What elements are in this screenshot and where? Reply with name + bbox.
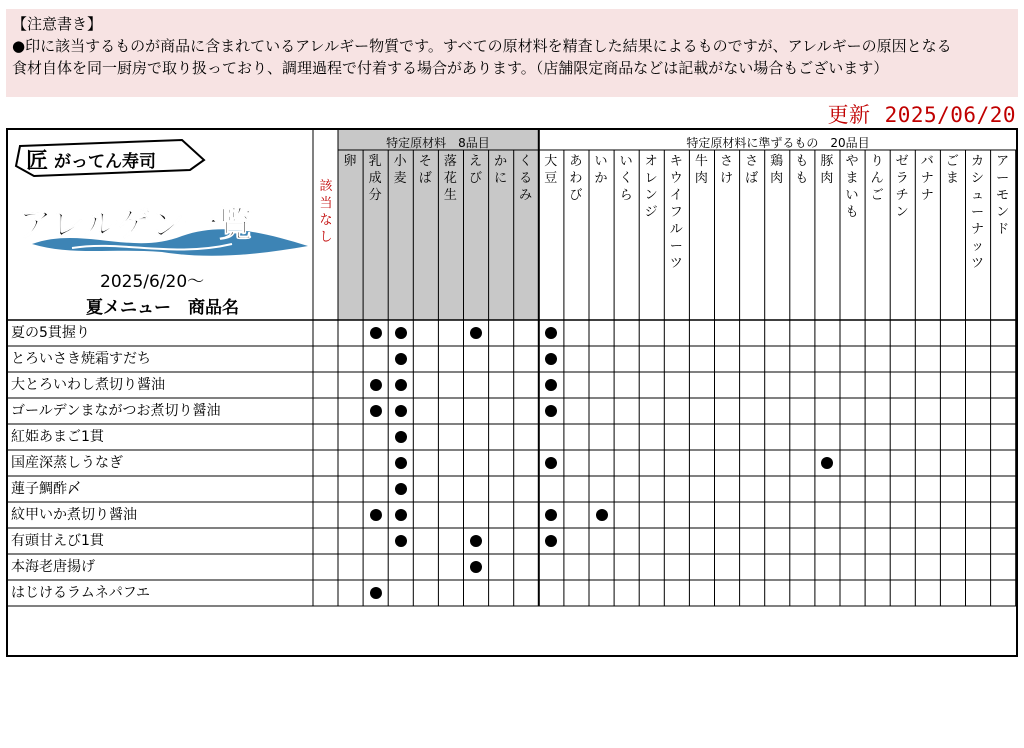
- item-name: ゴールデンまながつお煮切り醤油: [11, 403, 221, 419]
- item-name: とろいさき焼霜すだち: [11, 351, 151, 367]
- allergen-label: 落 花 生: [443, 154, 457, 203]
- item-name: 国産深蒸しうなぎ: [11, 455, 123, 471]
- allergen-mark: [370, 379, 382, 391]
- notice-line-1: ●印に該当するものが商品に含まれているアレルギー物質です。すべての原材料を精査した結果によるものですが、アレルギーの原因となる: [12, 37, 952, 55]
- updated-date: [828, 99, 1016, 129]
- item-name: 本海老唐揚げ: [11, 559, 95, 575]
- allergen-label: さ け: [719, 154, 733, 186]
- allergen-label: い く ら: [619, 154, 633, 203]
- allergen-mark: [395, 405, 407, 417]
- allergen-label: か に: [494, 154, 508, 186]
- allergen-label: ゼ ラ チ ン: [895, 154, 909, 220]
- allergen-label: え び: [468, 154, 482, 186]
- allergen-label: さ ば: [745, 154, 759, 186]
- allergen-label: あ わ び: [569, 154, 583, 203]
- allergen-label: や ま い も: [845, 154, 859, 220]
- updated-value: 2025/06/20: [884, 103, 1016, 127]
- allergen-mark: [596, 509, 608, 521]
- logo-brand: がってん寿司: [54, 152, 156, 172]
- notice-line-2: 食材自体を同一厨房で取り扱っており、調理過程で付着する場合があります。（店舗限定商品などは記載がない場合もございます）: [12, 59, 889, 77]
- allergen-label: い か: [594, 154, 608, 186]
- menu-header: 夏メニュー 商品名: [86, 298, 239, 318]
- allergen-mark: [370, 405, 382, 417]
- notice-title: 【注意書き】: [12, 15, 103, 33]
- item-name: 有頭甘えび1貫: [11, 533, 104, 549]
- logo-mark: 匠: [26, 148, 49, 174]
- allergen-label: 牛 肉: [694, 154, 708, 186]
- allergen-mark: [395, 483, 407, 495]
- item-name: はじけるラムネパフエ: [11, 585, 151, 601]
- allergen-mark: [470, 561, 482, 573]
- item-name: 大とろいわし煮切り醤油: [11, 377, 165, 393]
- allergen-label: カ シ ュ ー ナ ッ ツ: [970, 154, 984, 271]
- brand-logo: [12, 136, 312, 266]
- allergen-mark: [395, 379, 407, 391]
- allergen-mark: [395, 327, 407, 339]
- allergen-label: も も: [795, 154, 809, 186]
- item-name: 紋甲いか煮切り醤油: [11, 507, 137, 523]
- allergen-mark: [370, 509, 382, 521]
- allergen-mark: [370, 587, 382, 599]
- allergen-label: ご ま: [945, 154, 959, 186]
- item-name: 蓮子鯛酢〆: [11, 481, 81, 497]
- allergen-table: [6, 128, 1018, 657]
- allergen-mark: [470, 535, 482, 547]
- item-name: 夏の5貫握り: [11, 325, 90, 341]
- allergen-mark: [395, 353, 407, 365]
- allergen-label: 小 麦: [393, 154, 407, 186]
- allergen-label: キ ウ イ フ ル ー ツ: [669, 154, 683, 271]
- allergen-label: く る み: [519, 154, 533, 203]
- allergen-label: ア ー モ ン ド: [996, 154, 1010, 237]
- allergen-mark: [370, 327, 382, 339]
- allergen-mark: [395, 457, 407, 469]
- allergen-label: 乳 成 分: [368, 154, 382, 203]
- allergen-label: オ レ ン ジ: [644, 154, 658, 220]
- allergen-label: そ ば: [418, 154, 432, 186]
- equivalent-group-label: 特定原材料に準ずるもの 20品目: [686, 136, 870, 150]
- allergen-label: 卵: [343, 154, 357, 169]
- allergen-label: り ん ご: [870, 154, 884, 203]
- allergen-mark: [470, 327, 482, 339]
- allergen-mark: [395, 535, 407, 547]
- none-applicable-label: 該 当 な し: [319, 179, 333, 245]
- allergen-label: 豚 肉: [820, 154, 834, 186]
- notice-box: [6, 9, 1018, 97]
- updated-label: 更新: [827, 103, 871, 127]
- logo-title: アレルゲン一覧: [18, 205, 253, 245]
- allergen-mark: [395, 431, 407, 443]
- specific-group-label: 特定原材料 8品目: [386, 136, 490, 150]
- allergen-mark: [395, 509, 407, 521]
- allergen-label: 大 豆: [544, 154, 558, 186]
- allergen-label: 鶏 肉: [770, 154, 784, 186]
- menu-date: 2025/6/20～: [100, 272, 205, 292]
- allergen-label: バ ナ ナ: [920, 154, 934, 203]
- item-name: 紅姫あまご1貫: [11, 429, 104, 445]
